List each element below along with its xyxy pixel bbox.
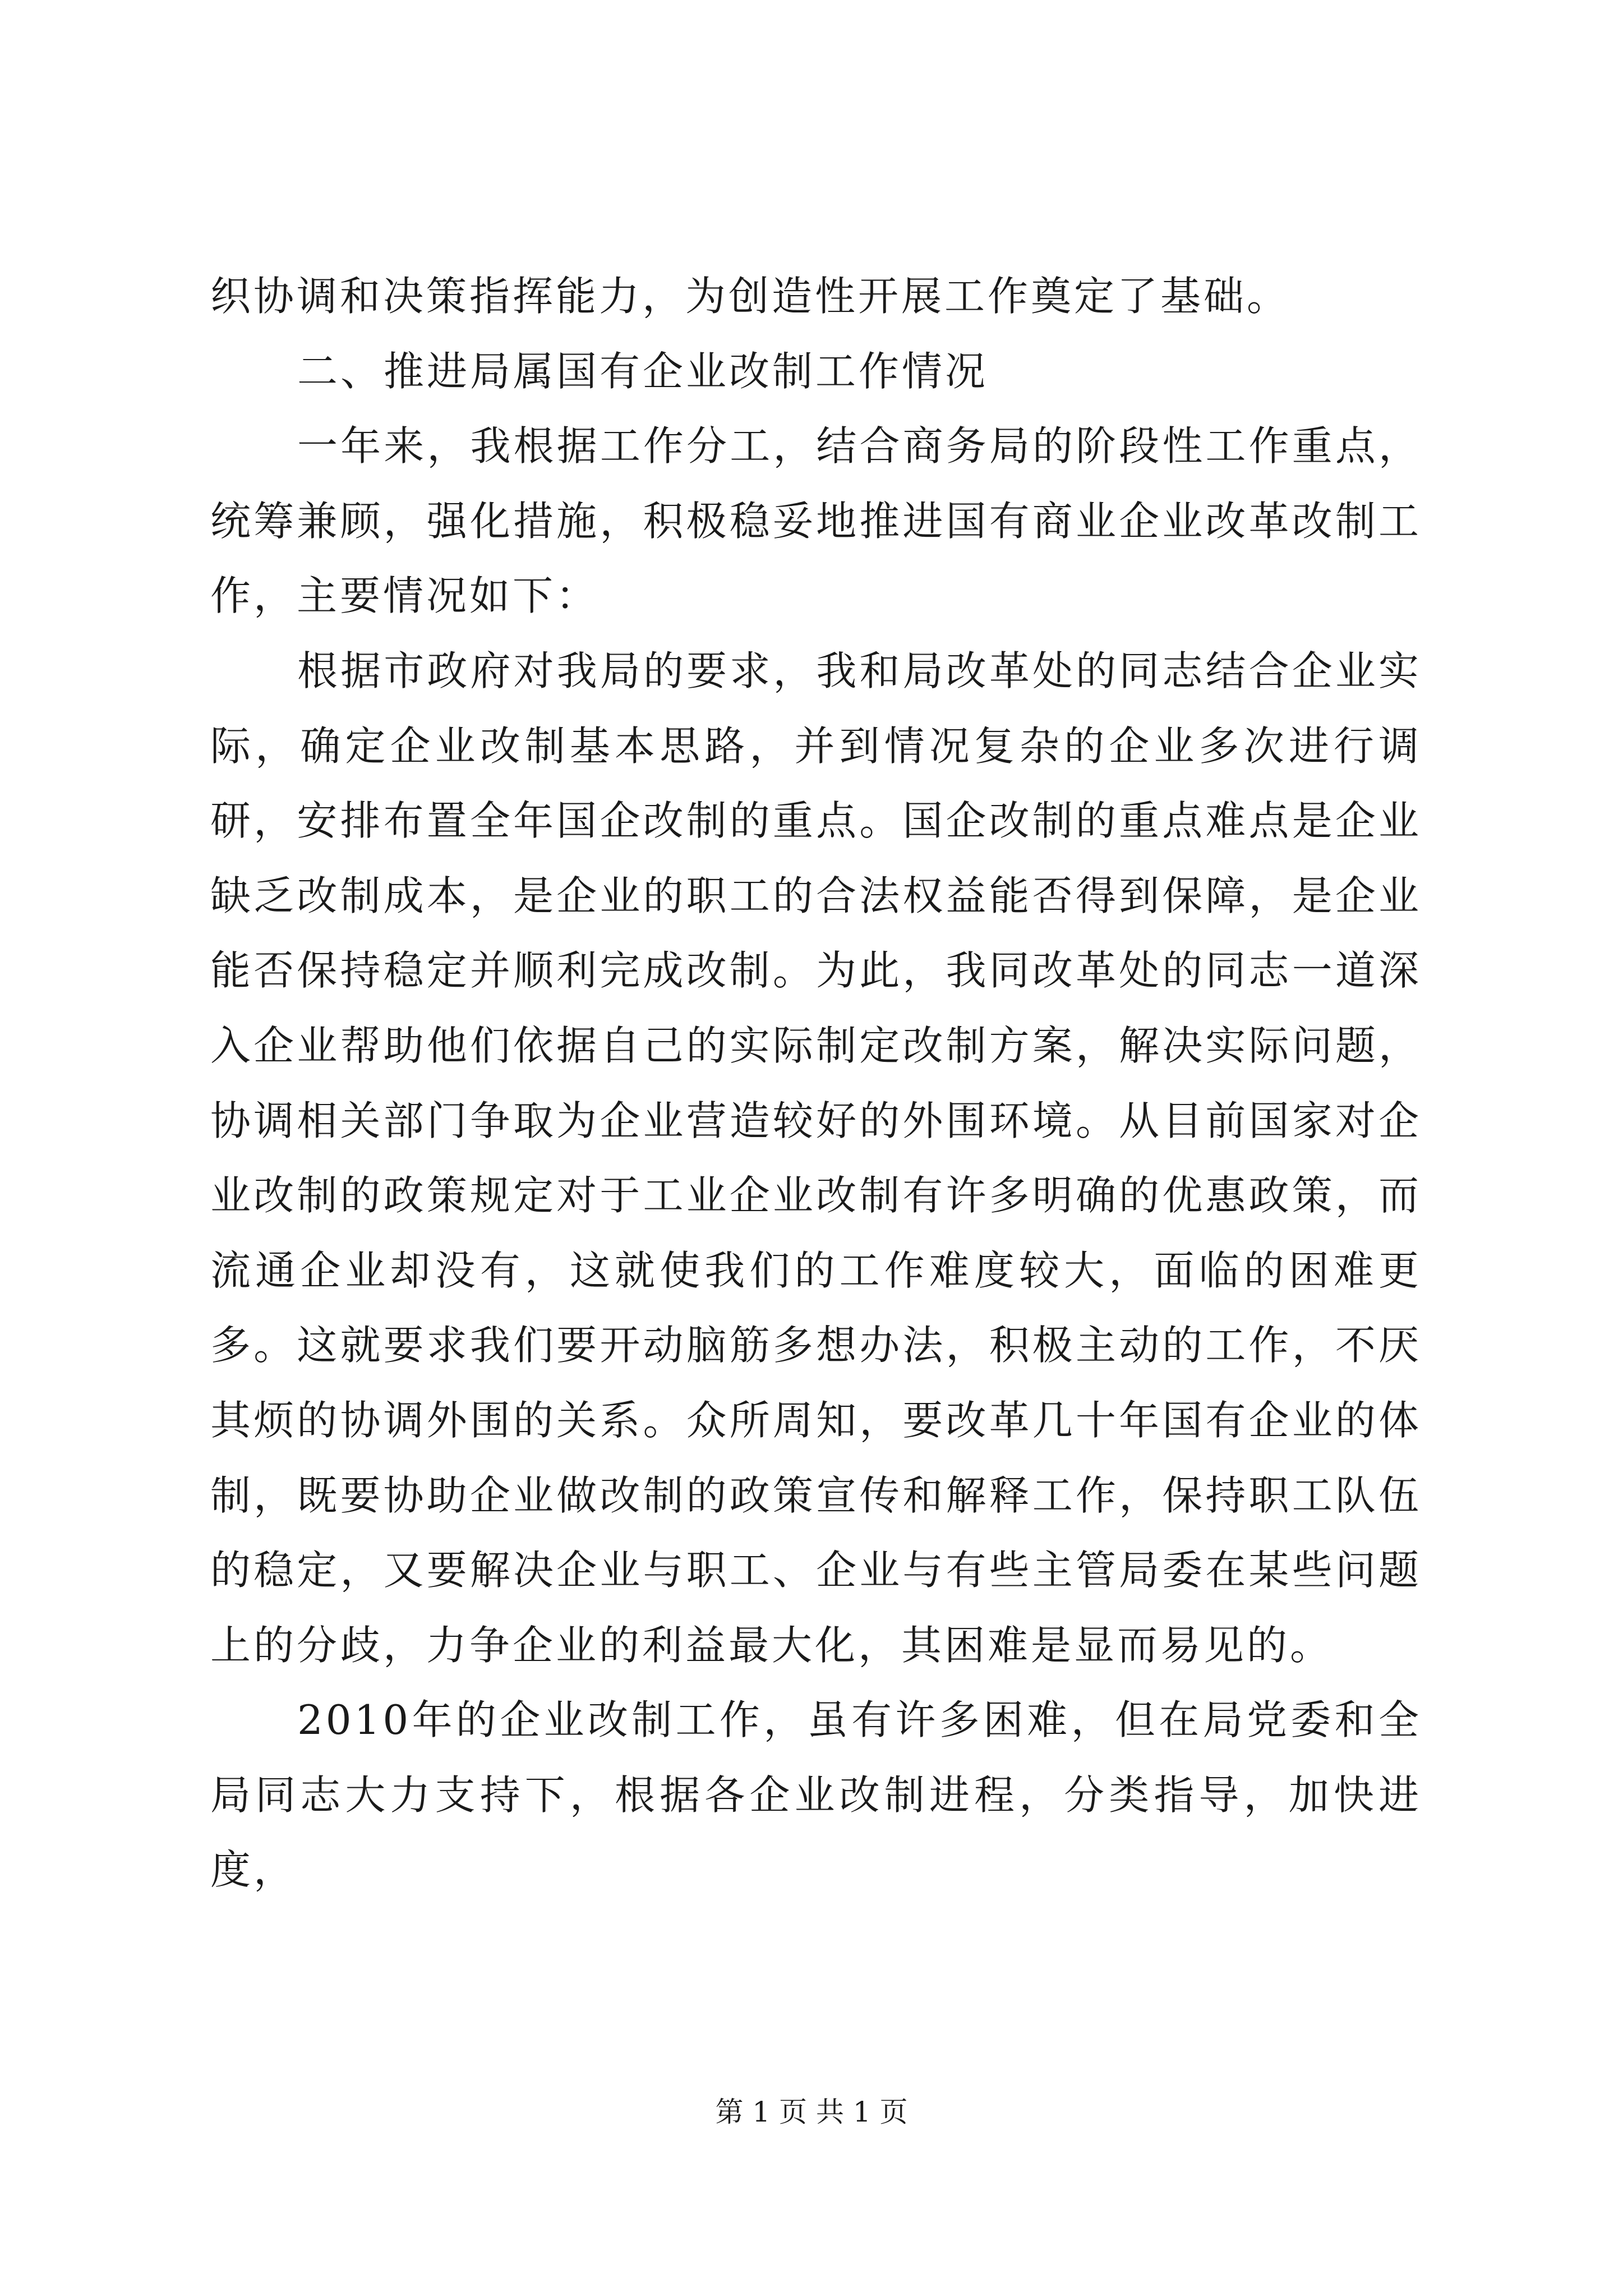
paragraph-intro: 一年来，我根据工作分工，结合商务局的阶段性工作重点，统筹兼顾，强化措施，积极稳妥地推进国有商业企业改革改制工作，主要情况如下： [210, 422, 1422, 620]
section-heading: 二、推进局属国有企业改制工作情况 [297, 347, 989, 395]
page-footer: 第 1 页 共 1 页 [715, 2096, 908, 2128]
document-body [210, 259, 1422, 1908]
paragraph-continuation: 织协调和决策指挥能力，为创造性开展工作奠定了基础。 [210, 273, 1290, 320]
paragraph-2010: 2010年的企业改制工作，虽有许多困难，但在局党委和全局同志大力支持下，根据各企业改制进程，分类指导，加快进度， [210, 1696, 1422, 1894]
paragraph-main: 根据市政府对我局的要求，我和局改革处的同志结合企业实际，确定企业改制基本思路，并到情况复杂的企业多次进行调研，安排布置全年国企改制的重点。国企改制的重点难点是企业缺乏改制成本，是企业的职工的合法权益能否得到保障，是企业能否保持稳定并顺利完成改制。为此，我同改革处的同志一道深入企业帮助他们依据自己的实际制定改制方案，解决实际问题，协调相关部门争取为企业营造较好的外围环境。从目前国家对企业改制的政策规定对于工业企业改制有许多明确的优惠政策，而流通企业却没有，这就使我们的工作难度较大，面临的困难更多。这就要求我们要开动脑筋多想办法，积极主动的工作，不厌其烦的协调外围的关系。众所周知，要改革几十年国有企业的体制，既要协助企业做改制的政策宣传和解释工作，保持职工队伍的稳定，又要解决企业与职工、企业与有些主管局委在某些问题上的分歧，力争企业的利益最大化，其困难是显而易见的。 [210, 647, 1422, 1669]
